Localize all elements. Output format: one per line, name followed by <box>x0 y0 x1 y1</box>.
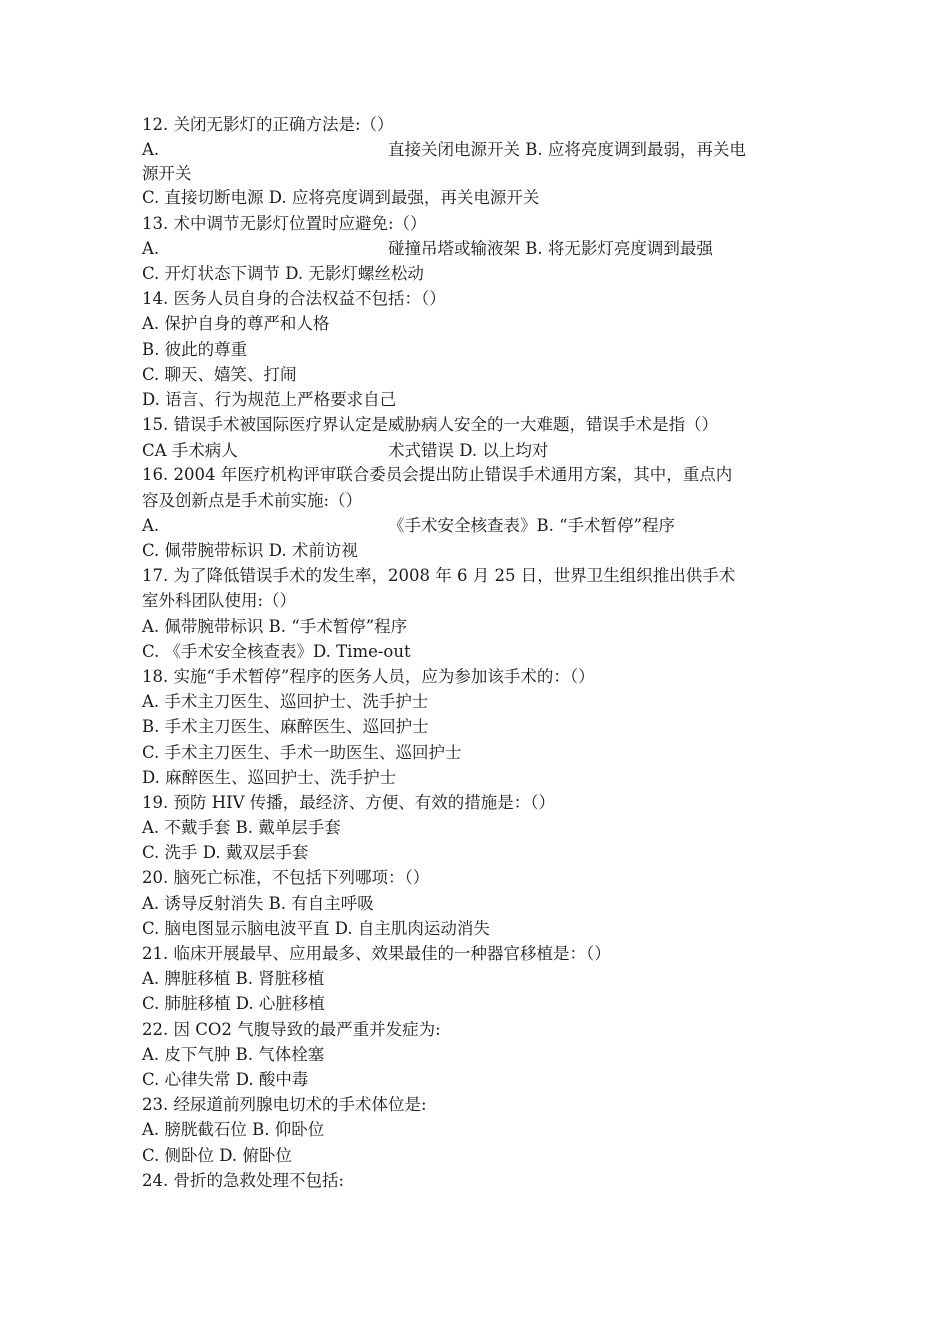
q20-stem: 20. 脑死亡标准，不包括下列哪项：（） <box>142 868 430 888</box>
q15-stem: 15. 错误手术被国际医疗界认定是威胁病人安全的一大难题，错误手术是指（） <box>142 415 718 435</box>
option-a-marker: A. <box>142 140 160 160</box>
option-text: 直接关闭电源开关 B. 应将亮度调到最弱，再关电 <box>388 140 746 160</box>
q21-options-ab: A. 脾脏移植 B. 肾脏移植 <box>142 969 325 989</box>
q12-options-ab <box>142 137 802 162</box>
q23-stem: 23. 经尿道前列腺电切术的手术体位是: <box>142 1095 427 1115</box>
q16-options-cd: C. 佩带腕带标识 D. 术前访视 <box>142 541 358 560</box>
q12-stem: 12. 关闭无影灯的正确方法是:（） <box>142 115 394 134</box>
q17-stem: 17. 为了降低错误手术的发生率，2008 年 6 月 25 日，世界卫生组织推出供手术 <box>142 566 736 586</box>
q22-options-ab: A. 皮下气肿 B. 气体栓塞 <box>142 1044 325 1064</box>
option-a-marker: A. <box>142 515 160 535</box>
q12-options-cd: C. 直接切断电源 D. 应将亮度调到最强，再关电源开关 <box>142 188 540 208</box>
q14-option-b: B. 彼此的尊重 <box>142 339 248 359</box>
q16-stem-cont: 容及创新点是手术前实施:（） <box>142 490 363 510</box>
q21-stem: 21. 临床开展最早、应用最多、效果最佳的一种器官移植是：（） <box>142 944 611 963</box>
q16-options-ab <box>142 513 802 538</box>
q24-stem: 24. 骨折的急救处理不包括: <box>142 1170 345 1190</box>
q23-options-cd: C. 侧卧位 D. 俯卧位 <box>142 1145 292 1165</box>
q17-options-cd: C. 《手术安全核查表》D. Time-out <box>142 641 411 661</box>
option-text: 《手术安全核查表》B. “手术暂停”程序 <box>388 515 675 535</box>
q13-stem: 13. 术中调节无影灯位置时应避免:（） <box>142 213 427 233</box>
q18-option-b: B. 手术主刀医生、麻醉医生、巡回护士 <box>142 717 429 737</box>
option-text: 碰撞吊塔或输液架 B. 将无影灯亮度调到最强 <box>388 238 713 258</box>
q19-options-ab: A. 不戴手套 B. 戴单层手套 <box>142 818 341 838</box>
q19-stem: 19. 预防 HIV 传播，最经济、方便、有效的措施是：（） <box>142 792 556 812</box>
option-text: CA 手术病人 <box>142 441 238 461</box>
q19-options-cd: C. 洗手 D. 戴双层手套 <box>142 843 309 863</box>
q14-option-a: A. 保护自身的尊严和人格 <box>142 314 330 334</box>
q15-options-overlap <box>142 437 802 462</box>
q13-options-cd: C. 开灯状态下调节 D. 无影灯螺丝松动 <box>142 263 424 283</box>
q20-options-cd: C. 脑电图显示脑电波平直 D. 自主肌肉运动消失 <box>142 918 490 938</box>
q14-stem: 14. 医务人员自身的合法权益不包括：（） <box>142 289 446 309</box>
q14-option-d: D. 语言、行为规范上严格要求自己 <box>142 389 397 409</box>
q23-options-ab: A. 膀胱截石位 B. 仰卧位 <box>142 1120 325 1140</box>
q18-stem: 18. 实施“手术暂停”程序的医务人员，应为参加该手术的：（） <box>142 666 595 686</box>
q14-option-c: C. 聊天、嬉笑、打闹 <box>142 364 297 384</box>
q18-option-a: A. 手术主刀医生、巡回护士、洗手护士 <box>142 692 429 712</box>
q20-options-ab: A. 诱导反射消失 B. 有自主呼吸 <box>142 893 374 913</box>
q21-options-cd: C. 肺脏移植 D. 心脏移植 <box>142 994 325 1014</box>
q22-stem: 22. 因 CO2 气腹导致的最严重并发症为: <box>142 1019 441 1039</box>
option-a-marker: A. <box>142 238 160 258</box>
q12-options-wrap: 源开关 <box>142 164 192 184</box>
q16-stem: 16. 2004 年医疗机构评审联合委员会提出防止错误手术通用方案，其中，重点内 <box>142 465 733 485</box>
q18-option-d: D. 麻醉医生、巡回护士、洗手护士 <box>142 767 397 787</box>
option-text: 术式错误 D. 以上均对 <box>388 441 549 461</box>
q17-options-ab: A. 佩带腕带标识 B. “手术暂停”程序 <box>142 616 408 636</box>
q17-stem-cont: 室外科团队使用:（） <box>142 591 297 611</box>
question-text <box>142 112 802 1193</box>
q13-options-ab <box>142 236 802 261</box>
q18-option-c: C. 手术主刀医生、手术一助医生、巡回护士 <box>142 742 462 762</box>
q22-options-cd: C. 心律失常 D. 酸中毒 <box>142 1069 309 1089</box>
